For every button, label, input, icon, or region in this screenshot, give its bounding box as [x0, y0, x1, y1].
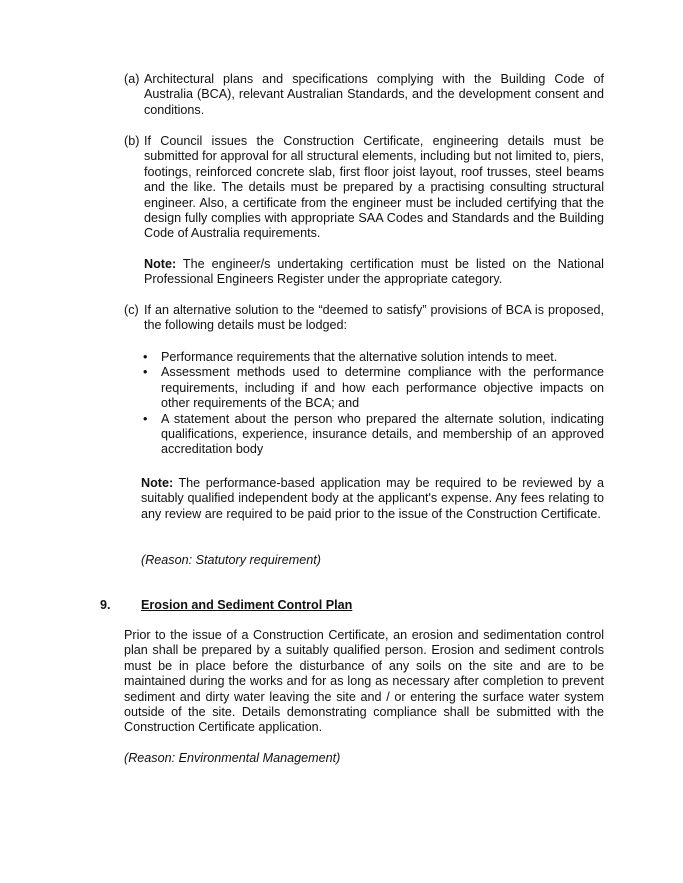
section-title: Erosion and Sediment Control Plan [141, 598, 353, 612]
item-a-text: Architectural plans and specifications complying with the Building Code of Australia (BCA), relevant Australian Standards, and the development consent and conditions. [144, 72, 604, 117]
bullet-text: Performance requirements that the alternative solution intends to meet. [161, 350, 558, 364]
bullet-list [142, 350, 604, 458]
note-engineer [144, 257, 604, 288]
list-item [142, 365, 604, 411]
section-number: 9. [100, 598, 111, 612]
bullet-icon: • [143, 365, 148, 380]
item-b [124, 134, 604, 242]
bullet-text: Assessment methods used to determine compliance with the performance requirements, including if and how each performance objective impacts on other requirements of the BCA; and [161, 365, 604, 411]
item-b-text: If Council issues the Construction Certificate, engineering details must be submitted for approval for all structural elements, including but not limited to, piers, footings, reinforced concrete slab, first floor joist layout, roof trusses, steel beams and the like. The details must be prepared by a practising consulting structural engineer. Also, a certificate from the engineer must be included certifying that the design fully complies with appropriate SAA Codes and Standards and the Building Code of Australia requirements. [144, 134, 604, 241]
bullet-icon: • [143, 350, 148, 364]
bullet-text: A statement about the person who prepared the alternate solution, indicating qualifications, experience, insurance details, and membership of an approved accreditation body [161, 411, 604, 457]
item-c-text: If an alternative solution to the “deemed to satisfy” provisions of BCA is proposed, the following details must be lodged: [144, 303, 604, 333]
list-item [142, 350, 604, 365]
reason-statutory: (Reason: Statutory requirement) [141, 553, 321, 567]
reason-environmental: (Reason: Environmental Management) [124, 751, 341, 765]
item-a-label: (a) [124, 72, 140, 86]
section-body: Prior to the issue of a Construction Certificate, an erosion and sedimentation control plan shall be prepared by a suitably qualified person. Erosion and sediment controls must be in place before the disturbance of any soils on the site and are to be maintained during the works and for as long as necessary after completion to prevent sediment and dirty water leaving the site and / or entering the surface water system outside of the site. Details demonstrating compliance shall be submitted with the Construction Certificate application. [124, 628, 604, 735]
list-item [142, 412, 604, 458]
item-b-label: (b) [124, 134, 140, 148]
bullet-icon: • [143, 411, 148, 426]
item-a [124, 72, 604, 118]
note-engineer-label: Note: [144, 257, 177, 271]
item-c [124, 303, 604, 334]
note-performance [141, 476, 604, 522]
note-engineer-text: The engineer/s undertaking certification must be listed on the National Professional Engineers Register under the appropriate category. [144, 257, 604, 287]
item-c-label: (c) [124, 303, 139, 317]
note-performance-label: Note: [141, 476, 174, 490]
note-performance-text: The performance-based application may be required to be reviewed by a suitably qualified independent body at the applicant's expense. Any fees relating to any review are required to be paid prior to the issue of the Construction Certificate. [141, 476, 604, 521]
